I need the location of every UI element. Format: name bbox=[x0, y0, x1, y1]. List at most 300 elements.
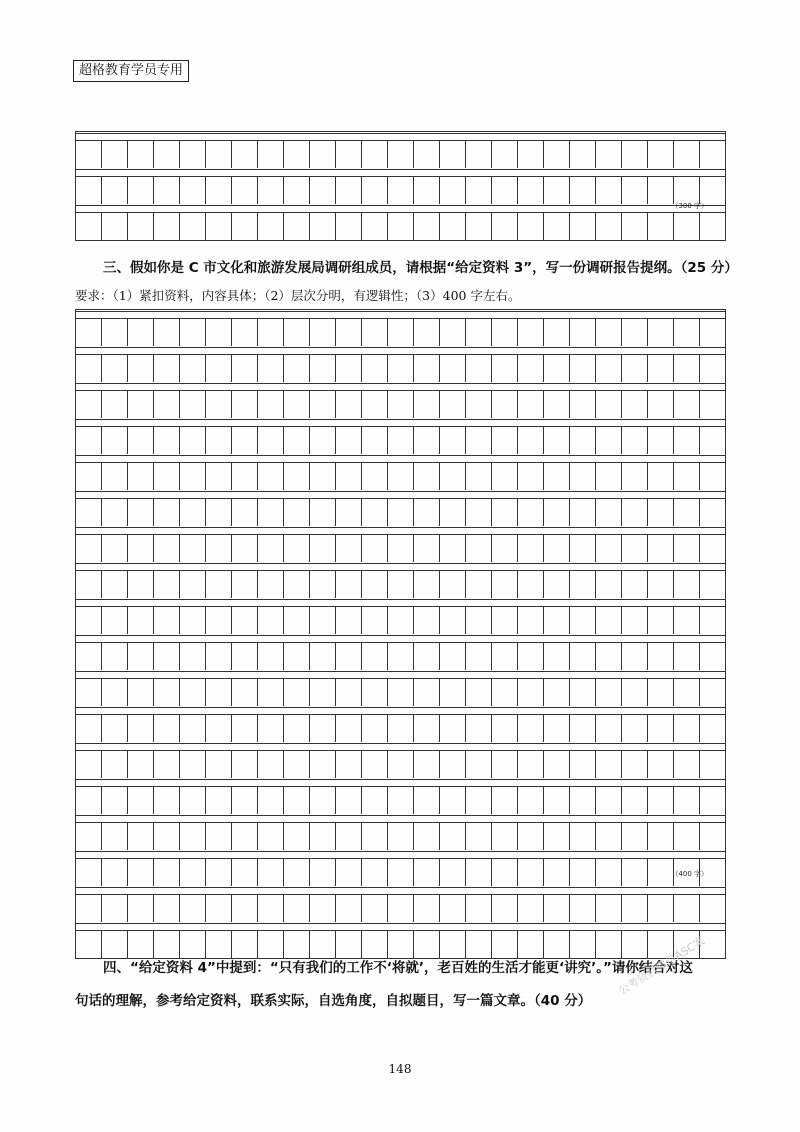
grid-cell[interactable] bbox=[622, 319, 648, 346]
grid-cell[interactable] bbox=[440, 319, 466, 346]
grid-cell[interactable] bbox=[518, 859, 544, 886]
grid-cell[interactable] bbox=[596, 571, 622, 598]
grid-cell[interactable] bbox=[414, 499, 440, 526]
grid-cell[interactable] bbox=[622, 141, 648, 168]
grid-cell[interactable] bbox=[232, 643, 258, 670]
grid-cell[interactable] bbox=[622, 499, 648, 526]
grid-cell[interactable] bbox=[700, 787, 725, 814]
grid-cell[interactable] bbox=[102, 643, 128, 670]
grid-cell[interactable] bbox=[388, 823, 414, 850]
grid-cell[interactable] bbox=[466, 141, 492, 168]
grid-cell[interactable] bbox=[232, 391, 258, 418]
grid-cell[interactable] bbox=[310, 895, 336, 922]
grid-cell[interactable] bbox=[154, 355, 180, 382]
grid-cell[interactable] bbox=[310, 355, 336, 382]
grid-cell[interactable] bbox=[466, 607, 492, 634]
grid-cell[interactable] bbox=[336, 535, 362, 562]
grid-cell[interactable] bbox=[700, 895, 725, 922]
grid-cell[interactable] bbox=[206, 823, 232, 850]
grid-cell[interactable] bbox=[180, 643, 206, 670]
grid-cell[interactable] bbox=[206, 571, 232, 598]
grid-cell[interactable] bbox=[466, 571, 492, 598]
grid-cell[interactable] bbox=[336, 571, 362, 598]
grid-cell[interactable] bbox=[310, 213, 336, 240]
grid-cell[interactable] bbox=[180, 319, 206, 346]
grid-cell[interactable] bbox=[570, 535, 596, 562]
grid-cell[interactable] bbox=[154, 823, 180, 850]
grid-cell[interactable] bbox=[544, 141, 570, 168]
grid-cell[interactable] bbox=[128, 859, 154, 886]
grid-cell[interactable] bbox=[310, 427, 336, 454]
grid-cell[interactable] bbox=[284, 823, 310, 850]
grid-cell[interactable] bbox=[206, 355, 232, 382]
grid-cell[interactable] bbox=[570, 571, 596, 598]
grid-cell[interactable] bbox=[362, 499, 388, 526]
grid-cell[interactable] bbox=[362, 391, 388, 418]
grid-cell[interactable] bbox=[128, 535, 154, 562]
grid-cell[interactable] bbox=[128, 319, 154, 346]
grid-cell[interactable] bbox=[388, 679, 414, 706]
grid-cell[interactable] bbox=[388, 177, 414, 204]
grid-cell[interactable] bbox=[674, 141, 700, 168]
grid-cell[interactable] bbox=[440, 751, 466, 778]
answer-grid-300[interactable] bbox=[75, 131, 726, 241]
grid-cell[interactable] bbox=[518, 715, 544, 742]
grid-cell[interactable] bbox=[154, 895, 180, 922]
grid-cell[interactable] bbox=[596, 607, 622, 634]
grid-cell[interactable] bbox=[258, 823, 284, 850]
grid-cell[interactable] bbox=[258, 679, 284, 706]
grid-cell[interactable] bbox=[492, 499, 518, 526]
grid-cell[interactable] bbox=[284, 355, 310, 382]
answer-grid-400[interactable] bbox=[75, 309, 726, 959]
grid-cell[interactable] bbox=[232, 141, 258, 168]
grid-cell[interactable] bbox=[336, 141, 362, 168]
grid-cell[interactable] bbox=[596, 141, 622, 168]
grid-cell[interactable] bbox=[440, 787, 466, 814]
grid-cell[interactable] bbox=[388, 751, 414, 778]
grid-cell[interactable] bbox=[336, 355, 362, 382]
grid-cell[interactable] bbox=[388, 319, 414, 346]
grid-cell[interactable] bbox=[648, 535, 674, 562]
grid-cell[interactable] bbox=[206, 319, 232, 346]
grid-cell[interactable] bbox=[232, 715, 258, 742]
grid-cell[interactable] bbox=[310, 751, 336, 778]
grid-cell[interactable] bbox=[518, 319, 544, 346]
grid-cell[interactable] bbox=[440, 571, 466, 598]
grid-cell[interactable] bbox=[596, 751, 622, 778]
grid-cell[interactable] bbox=[206, 715, 232, 742]
grid-cell[interactable] bbox=[180, 571, 206, 598]
grid-cell[interactable] bbox=[258, 715, 284, 742]
grid-cell[interactable] bbox=[492, 463, 518, 490]
grid-cell[interactable] bbox=[362, 607, 388, 634]
grid-cell[interactable] bbox=[674, 643, 700, 670]
grid-cell[interactable] bbox=[232, 499, 258, 526]
grid-cell[interactable] bbox=[544, 535, 570, 562]
grid-cell[interactable] bbox=[258, 213, 284, 240]
grid-cell[interactable] bbox=[362, 643, 388, 670]
grid-cell[interactable] bbox=[232, 859, 258, 886]
grid-cell[interactable] bbox=[128, 499, 154, 526]
grid-cell[interactable] bbox=[674, 213, 700, 240]
grid-cell[interactable] bbox=[596, 427, 622, 454]
grid-cell[interactable] bbox=[492, 859, 518, 886]
grid-cell[interactable] bbox=[492, 823, 518, 850]
grid-cell[interactable] bbox=[258, 319, 284, 346]
grid-cell[interactable] bbox=[492, 607, 518, 634]
grid-cell[interactable] bbox=[544, 427, 570, 454]
grid-cell[interactable] bbox=[440, 823, 466, 850]
grid-cell[interactable] bbox=[518, 177, 544, 204]
grid-cell[interactable] bbox=[362, 177, 388, 204]
grid-cell[interactable] bbox=[76, 859, 102, 886]
grid-cell[interactable] bbox=[76, 463, 102, 490]
grid-cell[interactable] bbox=[492, 751, 518, 778]
grid-cell[interactable] bbox=[518, 679, 544, 706]
grid-cell[interactable] bbox=[570, 787, 596, 814]
grid-cell[interactable] bbox=[362, 319, 388, 346]
grid-cell[interactable] bbox=[492, 213, 518, 240]
grid-cell[interactable] bbox=[596, 355, 622, 382]
grid-cell[interactable] bbox=[414, 643, 440, 670]
grid-cell[interactable] bbox=[76, 823, 102, 850]
grid-cell[interactable] bbox=[284, 213, 310, 240]
grid-cell[interactable] bbox=[544, 643, 570, 670]
grid-cell[interactable] bbox=[674, 463, 700, 490]
grid-cell[interactable] bbox=[76, 319, 102, 346]
grid-cell[interactable] bbox=[284, 679, 310, 706]
grid-cell[interactable] bbox=[466, 895, 492, 922]
grid-cell[interactable] bbox=[258, 859, 284, 886]
grid-cell[interactable] bbox=[388, 715, 414, 742]
grid-cell[interactable] bbox=[336, 319, 362, 346]
grid-cell[interactable] bbox=[700, 141, 725, 168]
grid-cell[interactable] bbox=[622, 715, 648, 742]
grid-cell[interactable] bbox=[180, 751, 206, 778]
grid-cell[interactable] bbox=[180, 607, 206, 634]
grid-cell[interactable] bbox=[596, 859, 622, 886]
grid-cell[interactable] bbox=[492, 787, 518, 814]
grid-cell[interactable] bbox=[518, 355, 544, 382]
grid-cell[interactable] bbox=[258, 571, 284, 598]
grid-cell[interactable] bbox=[544, 391, 570, 418]
grid-cell[interactable] bbox=[258, 643, 284, 670]
grid-cell[interactable] bbox=[674, 177, 700, 204]
grid-cell[interactable] bbox=[206, 535, 232, 562]
grid-cell[interactable] bbox=[570, 823, 596, 850]
grid-cell[interactable] bbox=[232, 319, 258, 346]
grid-cell[interactable] bbox=[206, 427, 232, 454]
grid-cell[interactable] bbox=[466, 463, 492, 490]
grid-cell[interactable] bbox=[154, 141, 180, 168]
grid-cell[interactable] bbox=[440, 427, 466, 454]
grid-cell[interactable] bbox=[622, 895, 648, 922]
grid-cell[interactable] bbox=[544, 859, 570, 886]
grid-cell[interactable] bbox=[76, 715, 102, 742]
grid-cell[interactable] bbox=[648, 427, 674, 454]
grid-cell[interactable] bbox=[466, 535, 492, 562]
grid-cell[interactable] bbox=[310, 391, 336, 418]
grid-cell[interactable] bbox=[596, 535, 622, 562]
grid-cell[interactable] bbox=[648, 715, 674, 742]
grid-cell[interactable] bbox=[284, 391, 310, 418]
grid-cell[interactable] bbox=[180, 859, 206, 886]
grid-cell[interactable] bbox=[154, 751, 180, 778]
grid-cell[interactable] bbox=[622, 213, 648, 240]
grid-cell[interactable] bbox=[258, 751, 284, 778]
grid-cell[interactable] bbox=[492, 643, 518, 670]
grid-cell[interactable] bbox=[570, 895, 596, 922]
grid-cell[interactable] bbox=[76, 751, 102, 778]
grid-cell[interactable] bbox=[570, 499, 596, 526]
grid-cell[interactable] bbox=[180, 499, 206, 526]
grid-cell[interactable] bbox=[206, 679, 232, 706]
grid-cell[interactable] bbox=[258, 607, 284, 634]
grid-cell[interactable] bbox=[570, 715, 596, 742]
grid-cell[interactable] bbox=[518, 391, 544, 418]
grid-cell[interactable] bbox=[596, 499, 622, 526]
grid-cell[interactable] bbox=[622, 463, 648, 490]
grid-cell[interactable] bbox=[154, 607, 180, 634]
grid-cell[interactable] bbox=[440, 607, 466, 634]
grid-cell[interactable] bbox=[336, 499, 362, 526]
grid-cell[interactable] bbox=[700, 607, 725, 634]
grid-cell[interactable] bbox=[544, 787, 570, 814]
grid-cell[interactable] bbox=[622, 823, 648, 850]
grid-cell[interactable] bbox=[232, 679, 258, 706]
grid-cell[interactable] bbox=[440, 895, 466, 922]
grid-cell[interactable] bbox=[388, 859, 414, 886]
grid-cell[interactable] bbox=[648, 643, 674, 670]
grid-cell[interactable] bbox=[544, 571, 570, 598]
grid-cell[interactable] bbox=[76, 787, 102, 814]
grid-cell[interactable] bbox=[414, 859, 440, 886]
grid-cell[interactable] bbox=[76, 607, 102, 634]
grid-cell[interactable] bbox=[362, 463, 388, 490]
grid-cell[interactable] bbox=[180, 895, 206, 922]
grid-cell[interactable] bbox=[622, 535, 648, 562]
grid-cell[interactable] bbox=[154, 499, 180, 526]
grid-cell[interactable] bbox=[440, 643, 466, 670]
grid-cell[interactable] bbox=[492, 141, 518, 168]
grid-cell[interactable] bbox=[414, 787, 440, 814]
grid-cell[interactable] bbox=[154, 391, 180, 418]
grid-cell[interactable] bbox=[648, 607, 674, 634]
grid-cell[interactable] bbox=[544, 751, 570, 778]
grid-cell[interactable] bbox=[310, 859, 336, 886]
grid-cell[interactable] bbox=[232, 177, 258, 204]
grid-cell[interactable] bbox=[128, 571, 154, 598]
grid-cell[interactable] bbox=[284, 607, 310, 634]
grid-cell[interactable] bbox=[336, 787, 362, 814]
grid-cell[interactable] bbox=[700, 643, 725, 670]
grid-cell[interactable] bbox=[544, 463, 570, 490]
grid-cell[interactable] bbox=[648, 751, 674, 778]
grid-cell[interactable] bbox=[180, 823, 206, 850]
grid-cell[interactable] bbox=[466, 823, 492, 850]
grid-cell[interactable] bbox=[128, 715, 154, 742]
grid-cell[interactable] bbox=[284, 499, 310, 526]
grid-cell[interactable] bbox=[128, 607, 154, 634]
grid-cell[interactable] bbox=[414, 463, 440, 490]
grid-cell[interactable] bbox=[674, 499, 700, 526]
grid-cell[interactable] bbox=[102, 319, 128, 346]
grid-cell[interactable] bbox=[128, 355, 154, 382]
grid-cell[interactable] bbox=[76, 391, 102, 418]
grid-cell[interactable] bbox=[154, 643, 180, 670]
grid-cell[interactable] bbox=[466, 499, 492, 526]
grid-cell[interactable] bbox=[128, 823, 154, 850]
grid-cell[interactable] bbox=[440, 679, 466, 706]
grid-cell[interactable] bbox=[102, 535, 128, 562]
grid-cell[interactable] bbox=[310, 499, 336, 526]
grid-cell[interactable] bbox=[206, 141, 232, 168]
grid-cell[interactable] bbox=[466, 391, 492, 418]
grid-cell[interactable] bbox=[674, 535, 700, 562]
grid-cell[interactable] bbox=[674, 751, 700, 778]
grid-cell[interactable] bbox=[596, 463, 622, 490]
grid-cell[interactable] bbox=[76, 571, 102, 598]
grid-cell[interactable] bbox=[570, 213, 596, 240]
grid-cell[interactable] bbox=[622, 679, 648, 706]
grid-cell[interactable] bbox=[466, 679, 492, 706]
grid-cell[interactable] bbox=[414, 535, 440, 562]
grid-cell[interactable] bbox=[310, 643, 336, 670]
grid-cell[interactable] bbox=[700, 823, 725, 850]
grid-cell[interactable] bbox=[440, 177, 466, 204]
grid-cell[interactable] bbox=[206, 213, 232, 240]
grid-cell[interactable] bbox=[466, 859, 492, 886]
grid-cell[interactable] bbox=[596, 643, 622, 670]
grid-cell[interactable] bbox=[336, 463, 362, 490]
grid-cell[interactable] bbox=[622, 355, 648, 382]
grid-cell[interactable] bbox=[232, 751, 258, 778]
grid-cell[interactable] bbox=[180, 787, 206, 814]
grid-cell[interactable] bbox=[388, 535, 414, 562]
grid-cell[interactable] bbox=[700, 751, 725, 778]
grid-cell[interactable] bbox=[76, 535, 102, 562]
grid-cell[interactable] bbox=[700, 427, 725, 454]
grid-cell[interactable] bbox=[128, 679, 154, 706]
grid-cell[interactable] bbox=[440, 391, 466, 418]
grid-cell[interactable] bbox=[206, 499, 232, 526]
grid-cell[interactable] bbox=[544, 355, 570, 382]
grid-cell[interactable] bbox=[102, 715, 128, 742]
grid-cell[interactable] bbox=[258, 499, 284, 526]
grid-cell[interactable] bbox=[102, 859, 128, 886]
grid-cell[interactable] bbox=[258, 141, 284, 168]
grid-cell[interactable] bbox=[180, 463, 206, 490]
grid-cell[interactable] bbox=[258, 535, 284, 562]
grid-cell[interactable] bbox=[310, 141, 336, 168]
grid-cell[interactable] bbox=[388, 213, 414, 240]
grid-cell[interactable] bbox=[310, 535, 336, 562]
grid-cell[interactable] bbox=[284, 643, 310, 670]
grid-cell[interactable] bbox=[700, 213, 725, 240]
grid-cell[interactable] bbox=[154, 177, 180, 204]
grid-cell[interactable] bbox=[284, 463, 310, 490]
grid-cell[interactable] bbox=[414, 427, 440, 454]
grid-cell[interactable] bbox=[154, 715, 180, 742]
grid-cell[interactable] bbox=[284, 715, 310, 742]
grid-cell[interactable] bbox=[388, 141, 414, 168]
grid-cell[interactable] bbox=[544, 499, 570, 526]
grid-cell[interactable] bbox=[102, 607, 128, 634]
grid-cell[interactable] bbox=[388, 787, 414, 814]
grid-cell[interactable] bbox=[76, 141, 102, 168]
grid-cell[interactable] bbox=[154, 571, 180, 598]
grid-cell[interactable] bbox=[492, 177, 518, 204]
grid-cell[interactable] bbox=[362, 213, 388, 240]
grid-cell[interactable] bbox=[284, 895, 310, 922]
grid-cell[interactable] bbox=[232, 427, 258, 454]
grid-cell[interactable] bbox=[388, 895, 414, 922]
grid-cell[interactable] bbox=[674, 823, 700, 850]
grid-cell[interactable] bbox=[518, 895, 544, 922]
grid-cell[interactable] bbox=[258, 895, 284, 922]
grid-cell[interactable] bbox=[388, 571, 414, 598]
grid-cell[interactable] bbox=[102, 213, 128, 240]
grid-cell[interactable] bbox=[232, 787, 258, 814]
grid-cell[interactable] bbox=[76, 355, 102, 382]
grid-cell[interactable] bbox=[76, 177, 102, 204]
grid-cell[interactable] bbox=[102, 787, 128, 814]
grid-cell[interactable] bbox=[180, 177, 206, 204]
grid-cell[interactable] bbox=[362, 895, 388, 922]
grid-cell[interactable] bbox=[154, 427, 180, 454]
grid-cell[interactable] bbox=[336, 679, 362, 706]
grid-cell[interactable] bbox=[518, 213, 544, 240]
grid-cell[interactable] bbox=[258, 787, 284, 814]
grid-cell[interactable] bbox=[284, 535, 310, 562]
grid-cell[interactable] bbox=[128, 787, 154, 814]
grid-cell[interactable] bbox=[492, 895, 518, 922]
grid-cell[interactable] bbox=[440, 499, 466, 526]
grid-cell[interactable] bbox=[232, 571, 258, 598]
grid-cell[interactable] bbox=[700, 571, 725, 598]
grid-cell[interactable] bbox=[336, 859, 362, 886]
grid-cell[interactable] bbox=[414, 607, 440, 634]
grid-cell[interactable] bbox=[336, 213, 362, 240]
grid-cell[interactable] bbox=[570, 679, 596, 706]
grid-cell[interactable] bbox=[596, 823, 622, 850]
grid-cell[interactable] bbox=[596, 319, 622, 346]
grid-cell[interactable] bbox=[310, 607, 336, 634]
grid-cell[interactable] bbox=[648, 141, 674, 168]
grid-cell[interactable] bbox=[674, 391, 700, 418]
grid-cell[interactable] bbox=[570, 463, 596, 490]
grid-cell[interactable] bbox=[570, 859, 596, 886]
grid-cell[interactable] bbox=[674, 571, 700, 598]
grid-cell[interactable] bbox=[622, 859, 648, 886]
grid-cell[interactable] bbox=[310, 679, 336, 706]
grid-cell[interactable] bbox=[674, 427, 700, 454]
grid-cell[interactable] bbox=[414, 391, 440, 418]
grid-cell[interactable] bbox=[518, 751, 544, 778]
grid-cell[interactable] bbox=[674, 787, 700, 814]
grid-cell[interactable] bbox=[232, 823, 258, 850]
grid-cell[interactable] bbox=[648, 823, 674, 850]
grid-cell[interactable] bbox=[700, 499, 725, 526]
grid-cell[interactable] bbox=[518, 643, 544, 670]
grid-cell[interactable] bbox=[622, 571, 648, 598]
grid-cell[interactable] bbox=[544, 607, 570, 634]
grid-cell[interactable] bbox=[570, 607, 596, 634]
grid-cell[interactable] bbox=[674, 319, 700, 346]
grid-cell[interactable] bbox=[206, 607, 232, 634]
grid-cell[interactable] bbox=[466, 177, 492, 204]
